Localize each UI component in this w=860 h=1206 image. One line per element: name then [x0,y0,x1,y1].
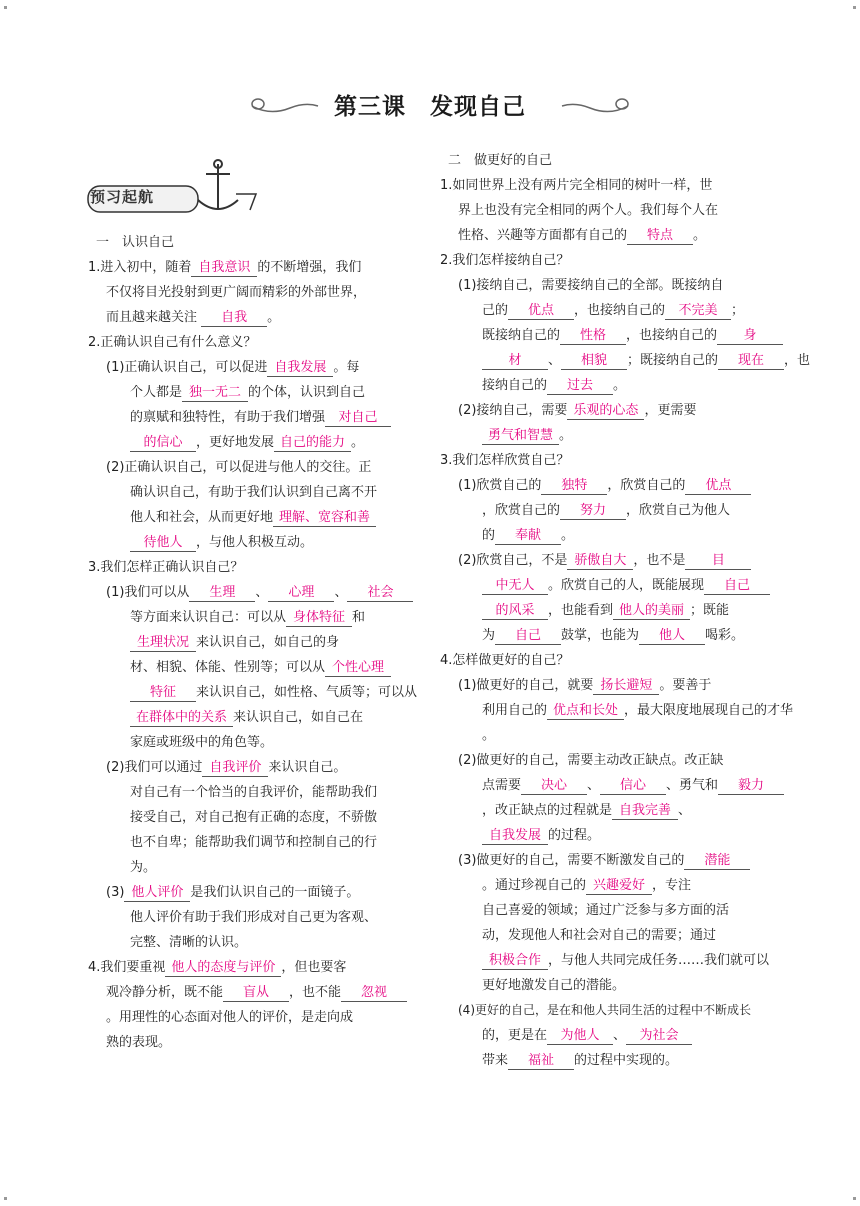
answer-blank: 身 [717,327,783,345]
item-r4-1-cont: 。 [482,728,496,743]
item-r2-1-cont: 既接纳自己的 性格 ，也接纳自己的 身 [440,323,840,348]
answer-blank: 自己的能力 [274,434,351,452]
item-1: 1.进入初中，随着 自我意识 的不断增强，我们 [88,260,362,275]
item-3-1-cont: 特征 来认识自己，如性格、气质等；可以从 [88,680,428,705]
item-r2: 2.我们怎样接纳自己？ [440,253,570,268]
answer-blank: 对自己 [325,409,391,427]
answer-blank: 中无人 [482,577,548,595]
answer-blank: 他人评价 [124,884,190,902]
answer-blank: 盲从 [223,984,289,1002]
item-r1-cont: 性格、兴趣等方面都有自己的 特点 。 [458,228,707,243]
answer-blank: 他人的态度与评价 [165,959,281,977]
answer-blank: 扬长避短 [593,677,659,695]
answer-blank: 骄傲自大 [567,552,633,570]
item-r3-2-cont: 中无人 。欣赏自己的人，既能展现 自己 [440,573,840,598]
item-r2-1-cont: 己的 优点 ，也接纳自己的 不完美 ； [482,303,745,318]
item-r3-2-cont: 为 自己 鼓掌，也能为 他人 喝彩。 [482,628,745,643]
item-2-2-cont: 他人和社会，从而更好地 理解、宽容和善 [88,505,428,530]
answer-blank: 为社会 [626,1027,692,1045]
item-r3-1-cont: ，欣赏自己的 努力 ，欣赏自己为他人 [482,503,731,518]
item-r2-2: (2)接纳自己，需要 乐观的心态 ，更需要 [458,403,697,418]
section-heading-1: 一 认识自己 [96,235,175,250]
left-column [88,230,428,1055]
answer-blank: 兴趣爱好 [586,877,652,895]
item-r3-2: (2)欣赏自己，不是 骄傲自大 ，也不是 目 [440,548,840,573]
answer-blank: 目 [685,552,751,570]
item-3-1-cont: 在群体中的关系 来认识自己，如自己在 [88,705,428,730]
item-3-1-cont: 家庭或班级中的角色等。 [130,735,274,750]
item-r3-2-cont: 的风采 ，也能看到 他人的美丽 ；既能 [440,598,840,623]
answer-blank: 理解、宽容和善 [273,509,376,527]
corner-mark [853,1197,856,1200]
item-r4: 4.怎样做更好的自己？ [440,653,570,668]
answer-blank: 社会 [347,584,413,602]
answer-blank: 身体特征 [286,609,352,627]
item-3-2-cont: 对自己有一个恰当的自我评价，能帮助我们 [130,785,378,800]
item-r2-1: (1)接纳自己，需要接纳自己的全部。既接纳自 [458,278,724,293]
item-3-1: (1)我们可以从 生理 、 心理 、 社会 [88,580,428,605]
item-r3: 3.我们怎样欣赏自己？ [440,453,570,468]
item-r4-3-cont: 更好地激发自己的潜能。 [482,978,626,993]
answer-blank: 自己 [495,627,561,645]
item-2-2-cont: 待他人 ，与他人积极互动。 [88,530,428,555]
item-r4-3-cont: 。通过珍视自己的 兴趣爱好 ，专注 [482,878,692,893]
item-3-2-cont: 也不自卑；能帮助我们调节和控制自己的行 [130,835,378,850]
answer-blank: 生理 [189,584,255,602]
item-3: 3.我们怎样正确认识自己？ [88,560,244,575]
item-1-cont: 不仅将目光投射到更广阔而精彩的外部世界， [106,285,367,300]
answer-blank: 自我发展 [267,359,333,377]
answer-blank: 不完美 [665,302,731,320]
item-r4-1-cont: 利用自己的 优点和长处 ，最大限度地展现自己的才华 [482,703,794,718]
answer-blank: 优点 [508,302,574,320]
item-r4-2-cont: 自我发展 的过程。 [440,823,840,848]
item-4-cont: 熟的表现。 [106,1035,172,1050]
item-r4-2: (2)做更好的自己，需要主动改正缺点。改正缺 [458,753,724,768]
answer-blank: 特点 [627,227,693,245]
item-3-1-cont: 材、相貌、体能、性别等；可以从 个性心理 [88,655,428,680]
answer-blank: 在群体中的关系 [130,709,233,727]
answer-blank: 自己 [704,577,770,595]
corner-mark [4,1197,7,1200]
answer-blank: 努力 [560,502,626,520]
item-r4-4-cont: 带来 福祉 的过程中实现的。 [482,1053,679,1068]
answer-blank: 过去 [547,377,613,395]
item-r4-2-cont: ，改正缺点的过程就是 自我完善 、 [482,803,692,818]
item-1-cont: 而且越来越关注 自我 。 [106,310,281,325]
item-r1: 1.如同世界上没有两片完全相同的树叶一样，世 [440,178,713,193]
answer-blank: 信心 [600,777,666,795]
item-2-1: (1)正确认识自己，可以促进 自我发展 。每 [106,360,360,375]
item-r4-2-cont: 点需要 决心 、 信心 、勇气和 毅力 [440,773,840,798]
answer-blank: 决心 [521,777,587,795]
badge-label: 预习起航 [90,188,155,206]
answer-blank: 个性心理 [325,659,391,677]
answer-blank: 特征 [130,684,196,702]
answer-blank: 自我完善 [612,802,678,820]
answer-blank: 乐观的心态 [567,402,644,420]
answer-blank: 独特 [541,477,607,495]
answer-blank: 自我评价 [202,759,268,777]
item-r1-cont: 界上也没有完全相同的两个人。我们每个人在 [458,203,719,218]
answer-blank: 自我 [201,309,267,327]
answer-blank: 勇气和智慧 [482,427,559,445]
item-3-1-cont: 生理状况 来认识自己，如自己的身 [88,630,428,655]
answer-blank: 材 [482,352,548,370]
item-r4-3-cont: 积极合作 ，与他人共同完成任务……我们就可以 [440,948,840,973]
answer-blank: 性格 [560,327,626,345]
item-3-2-cont: 接受自己，对自己抱有正确的态度，不骄傲 [130,810,378,825]
right-ornament [560,96,630,118]
item-2-1-cont: 的禀赋和独特性，有助于我们增强 对自己 [88,405,428,430]
preview-badge [86,158,266,220]
item-2-2-cont: 确认识自己，有助于我们认识到自己离不开 [130,485,378,500]
answer-blank: 福祉 [508,1052,574,1070]
answer-blank: 潜能 [684,852,750,870]
item-2-2: (2)正确认识自己，可以促进与他人的交往。正 [106,460,372,475]
item-4-cont: 观冷静分析，既不能 盲从 ，也不能 忽视 [88,980,428,1005]
item-r4-4-cont: 的，更是在 为他人 、 为社会 [440,1023,840,1048]
item-r4-3: (3)做更好的自己，需要不断激发自己的 潜能 [440,848,840,873]
answer-blank: 积极合作 [482,952,548,970]
item-3-3: (3) 他人评价 是我们认识自己的一面镜子。 [106,885,360,900]
answer-blank: 现在 [718,352,784,370]
item-r4-4: (4)更好的自己，是在和他人共同生活的过程中不断成长 [458,1003,752,1017]
corner-mark [853,6,856,9]
answer-blank: 为他人 [547,1027,613,1045]
right-column [440,148,840,1073]
answer-blank: 待他人 [130,534,196,552]
answer-blank: 优点和长处 [547,702,624,720]
answer-blank: 奉献 [495,527,561,545]
item-4-cont: 。用理性的心态面对他人的评价，是走向成 [106,1010,354,1025]
item-3-3-cont: 完整、清晰的认识。 [130,935,248,950]
corner-mark [4,6,7,9]
answer-blank: 毅力 [718,777,784,795]
item-r4-3-cont: 自己喜爱的领域；通过广泛参与多方面的活 [482,903,730,918]
item-2-1-cont: 的信心 ，更好地发展 自己的能力 。 [88,430,428,455]
answer-blank: 生理状况 [130,634,196,652]
item-r2-1-cont: 接纳自己的 过去 。 [482,378,627,393]
answer-blank: 优点 [685,477,751,495]
item-2-1-cont: 个人都是 独一无二 的个体，认识到自己 [130,385,366,400]
item-3-1-cont: 等方面来认识自己：可以从 身体特征 和 [130,610,366,625]
item-r3-1-cont: 的 奉献 。 [482,528,575,543]
answer-blank: 自我发展 [482,827,548,845]
answer-blank: 独一无二 [182,384,248,402]
item-r4-3-cont: 动，发现他人和社会对自己的需要；通过 [482,928,717,943]
item-r3-1: (1)欣赏自己的 独特 ，欣赏自己的 优点 [440,473,840,498]
item-r4-1: (1)做更好的自己，就要 扬长避短 。要善于 [458,678,712,693]
answer-blank: 他人 [639,627,705,645]
item-r2-1-cont: 材 、 相貌 ；既接纳自己的 现在 ，也 [440,348,840,373]
item-2: 2.正确认识自己有什么意义？ [88,335,257,350]
answer-blank: 心理 [268,584,334,602]
page-title: 第三课 发现自己 [334,94,526,120]
item-4: 4.我们要重视 他人的态度与评价 ，但也要客 [88,960,347,975]
answer-blank: 的信心 [130,434,196,452]
item-3-2: (2)我们可以通过 自我评价 来认识自己。 [106,760,347,775]
item-3-2-cont: 为。 [130,860,157,875]
answer-blank: 相貌 [561,352,627,370]
item-r2-2-cont: 勇气和智慧 。 [440,423,840,448]
item-3-3-cont: 他人评价有助于我们形成对自己更为客观、 [130,910,378,925]
answer-blank: 的风采 [482,602,548,620]
left-ornament [250,96,320,118]
answer-blank: 自我意识 [191,259,257,277]
answer-blank: 他人的美丽 [613,602,690,620]
section-heading-2: 二 做更好的自己 [448,153,553,168]
answer-blank: 忽视 [341,984,407,1002]
